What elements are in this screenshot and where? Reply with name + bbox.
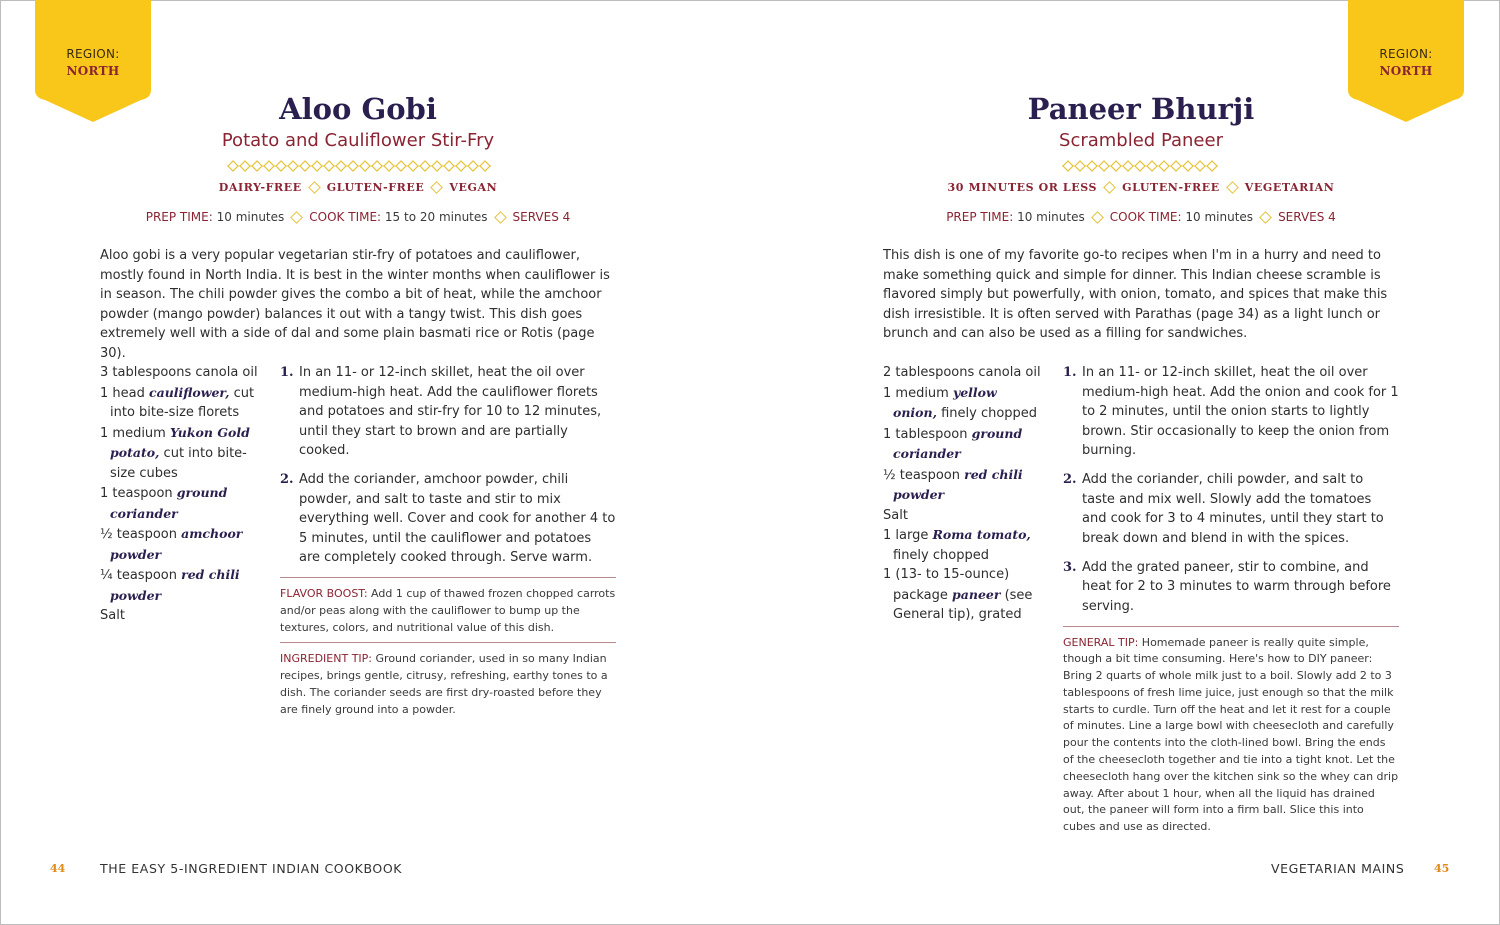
cook-time-value: 10 minutes <box>1185 210 1254 224</box>
recipe-times <box>883 210 1399 224</box>
recipe-subtitle: Potato and Cauliflower Stir-Fry <box>221 130 495 151</box>
ingredient-item: Salt <box>100 608 125 623</box>
diamond-separator-icon <box>308 181 321 194</box>
step-1: 1. In an 11- or 12-inch skillet, heat the oil over medium-high heat. Add the onion and cook for 1 to 2 minutes, until the onion starts to lightly brown. Stir occasionally to keep the onion from burning. <box>1063 365 1399 458</box>
ingredient-item: 3 tablespoons canola oil <box>100 365 258 380</box>
right-page <box>750 0 1500 925</box>
step-2: 2. Add the coriander, amchoor powder, chili powder, and salt to taste and stir to mix everything well. Cover and cook for another 4 to 5 minutes, until the cauliflower and potatoes are completely cooked through. Serve warm. <box>280 472 616 565</box>
prep-time-value: 10 minutes <box>1017 210 1085 224</box>
tag-dairy-free: DAIRY-FREE <box>218 181 302 194</box>
page-number: 45 <box>1434 862 1450 875</box>
ingredient-tip: INGREDIENT TIP: Ground coriander, used in so many Indian recipes, brings gentle, citrusy, refreshing, earthy tones to a dish. The coriander seeds are first dry-roasted before they are finely ground into a powder. <box>280 642 616 724</box>
recipe-times <box>100 210 616 224</box>
tag-vegan: VEGAN <box>449 181 498 194</box>
ingredient-item: 1 tablespoon ground coriander <box>883 425 1023 461</box>
diamond-separator-icon <box>1103 181 1116 194</box>
step-2: 2. Add the coriander, chili powder, and salt to taste and mix well. Slowly add the tomatoes and cook for 3 to 4 minutes, until they start to break down and blend in with the spices. <box>1063 472 1384 546</box>
region-label: REGION: <box>1379 47 1433 61</box>
recipe-title: Paneer Bhurji <box>1027 92 1255 126</box>
ingredient-item: ½ teaspoon amchoor powder <box>100 526 243 562</box>
ingredient-list <box>883 363 1041 625</box>
tag-gluten-free: GLUTEN-FREE <box>326 181 425 194</box>
recipe-intro: This dish is one of my favorite go-to recipes when I'm in a hurry and need to make something quick and simple for dinner. This Indian cheese scramble is flavored simply but powerfully, with onion, tomato, and spices that make this dish irresistible. It is often served with Parathas (page 34) as a light lunch or brunch and can also be used as a filling for sandwiches. <box>883 248 1388 342</box>
tag-gluten-free: GLUTEN-FREE <box>1122 181 1220 194</box>
diamond-divider <box>227 160 491 172</box>
diet-tags <box>883 181 1399 194</box>
ingredient-item: 1 (13- to 15-ounce) package paneer (see General tip), grated <box>883 567 1033 622</box>
page-number: 44 <box>50 862 66 875</box>
cook-time-label: COOK TIME: <box>309 210 382 224</box>
prep-time-label: PREP TIME: <box>946 210 1014 224</box>
cook-time-value: 15 to 20 minutes <box>384 210 488 224</box>
diamond-separator-icon <box>431 181 444 194</box>
ingredient-item: 1 teaspoon ground coriander <box>100 485 228 521</box>
tag-vegetarian: VEGETARIAN <box>1244 181 1335 194</box>
tag-30-minutes: 30 MINUTES OR LESS <box>947 181 1098 194</box>
recipe-intro: Aloo gobi is a very popular vegetarian stir-fry of potatoes and cauliflower, mostly found in North India. It is best in the winter months when cauliflower is in season. The chili powder gives the combo a bit of heat, while the amchoor powder (mango powder) balances it out with a tangy twist. This dish goes extremely well with a side of dal and some plain basmati rice or Rotis (page 30). <box>100 248 610 361</box>
ingredient-list <box>100 363 258 626</box>
region-value: NORTH <box>1379 64 1433 78</box>
method-steps <box>280 363 616 725</box>
region-value: NORTH <box>66 64 120 78</box>
diamond-separator-icon <box>1259 211 1272 224</box>
diamond-separator-icon <box>1226 181 1239 194</box>
ingredient-item: 1 large Roma tomato, finely chopped <box>883 527 1031 563</box>
general-tip: GENERAL TIP: Homemade paneer is really quite simple, though a bit time consuming. Here's how to DIY paneer: Bring 2 quarts of whole milk just to a boil. Slowly add 2 to 3 tablespoons of fresh lime juice, just enough so that the milk starts to curdle. Turn off the heat and let it rest for a couple of minutes. Line a large bowl with cheesecloth and carefully pour the contents into the cloth-lined bowl. Bring the ends of the cheesecloth together and tie into a tight knot. Let the cheesecloth hang over the kitchen sink so the whey can drip away. After about 1 hour, when all the liquid has drained out, the paneer will form into a firm ball. Slice this into cubes and use as directed. <box>1063 626 1399 843</box>
diamond-separator-icon <box>290 211 303 224</box>
serves-label: SERVES 4 <box>512 210 571 224</box>
diamond-separator-icon <box>1091 211 1104 224</box>
serves-label: SERVES 4 <box>1278 210 1336 224</box>
step-1: 1. In an 11- or 12-inch skillet, heat the oil over medium-high heat. Add the cauliflower florets and potatoes and stir-fry for 10 to 12 minutes, until they start to brown and are partially cooked. <box>280 365 602 458</box>
ingredient-item: ½ teaspoon red chili powder <box>883 466 1023 502</box>
footer-book-title: THE EASY 5-INGREDIENT INDIAN COOKBOOK <box>100 861 403 876</box>
ingredient-item: Salt <box>883 507 908 523</box>
region-label: REGION: <box>66 47 120 61</box>
prep-time-value: 10 minutes <box>216 210 285 224</box>
ingredient-item: 1 medium Yukon Gold potato, cut into bite-size cubes <box>100 424 250 481</box>
ingredient-item: 1 medium yellow onion, finely chopped <box>883 384 1038 421</box>
ingredient-item: 2 tablespoons canola oil <box>883 365 1041 380</box>
recipe-subtitle: Scrambled Paneer <box>1059 130 1223 151</box>
cook-time-label: COOK TIME: <box>1109 210 1182 224</box>
ingredient-item: 1 head cauliflower, cut into bite-size florets <box>100 384 255 420</box>
diet-tags <box>100 181 616 194</box>
prep-time-label: PREP TIME: <box>145 210 213 224</box>
footer-section-title: VEGETARIAN MAINS <box>1271 861 1405 876</box>
flavor-boost-tip: FLAVOR BOOST: Add 1 cup of thawed frozen chopped carrots and/or peas along with the cauliflower to bump up the textures, colors, and nutritional value of this dish. <box>280 577 616 642</box>
ingredient-item: ¼ teaspoon red chili powder <box>100 567 240 603</box>
recipe-title: Aloo Gobi <box>279 92 437 126</box>
method-steps <box>1063 363 1399 842</box>
diamond-separator-icon <box>494 211 507 224</box>
step-3: 3. Add the grated paneer, stir to combine, and heat for 2 to 3 minutes to warm through before serving. <box>1063 559 1391 614</box>
diamond-divider <box>1062 160 1218 172</box>
